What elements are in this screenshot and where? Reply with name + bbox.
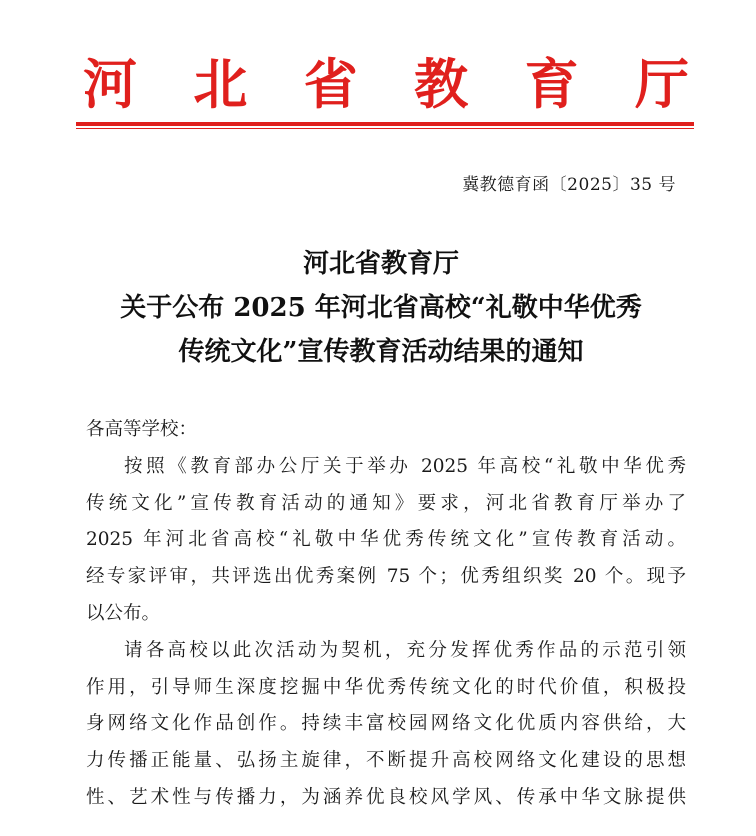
paragraph-line: 传统文化”宣传教育活动的通知》要求，河北省教育厅举办了 [86,492,686,514]
masthead-char: 北 [193,52,248,116]
masthead-char: 厅 [634,52,689,116]
document-title [76,242,686,374]
masthead-char: 育 [524,52,579,116]
paragraph-1 [86,449,686,633]
title-line: 关于公布 2025 年河北省高校“礼敬中华优秀 [120,293,642,323]
masthead-char: 河 [83,52,137,116]
paragraph-line: 身网络文化作品创作。持续丰富校园网络文化优质内容供给，大 [86,713,686,735]
masthead-char: 省 [303,52,358,116]
salutation: 各高等学校： [86,419,198,440]
red-rule-thick [76,122,694,126]
title-line: 传统文化”宣传教育活动结果的通知 [178,337,584,367]
paragraph-line: 作用，引导师生深度挖掘中华优秀传统文化的时代价值，积极投 [86,676,686,698]
title-line: 河北省教育厅 [302,249,459,279]
masthead [78,52,694,116]
red-rule-thin [76,128,694,129]
paragraph-line: 力传播正能量、弘扬主旋律，不断提升高校网络文化建设的思想 [86,750,686,772]
document-number: 冀教德育函〔2025〕35 号 [462,175,676,195]
paragraph-line: 性、艺术性与传播力，为涵养优良校风学风、传承中华文脉提供 [86,786,686,808]
paragraph-2 [86,633,686,817]
paragraph-line: 按照《教育部办公厅关于举办 2025 年高校“礼敬中华优秀 [124,455,686,477]
document-body [86,412,686,817]
masthead-char: 教 [414,52,469,116]
paragraph-line: 请各高校以此次活动为契机，充分发挥优秀作品的示范引领 [124,639,686,661]
paragraph-line: 2025 年河北省高校“礼敬中华优秀传统文化”宣传教育活动。 [86,529,686,551]
paragraph-line: 以公布。 [86,602,161,624]
paragraph-line: 经专家评审，共评选出优秀案例 75 个；优秀组织奖 20 个。现予 [86,566,686,588]
